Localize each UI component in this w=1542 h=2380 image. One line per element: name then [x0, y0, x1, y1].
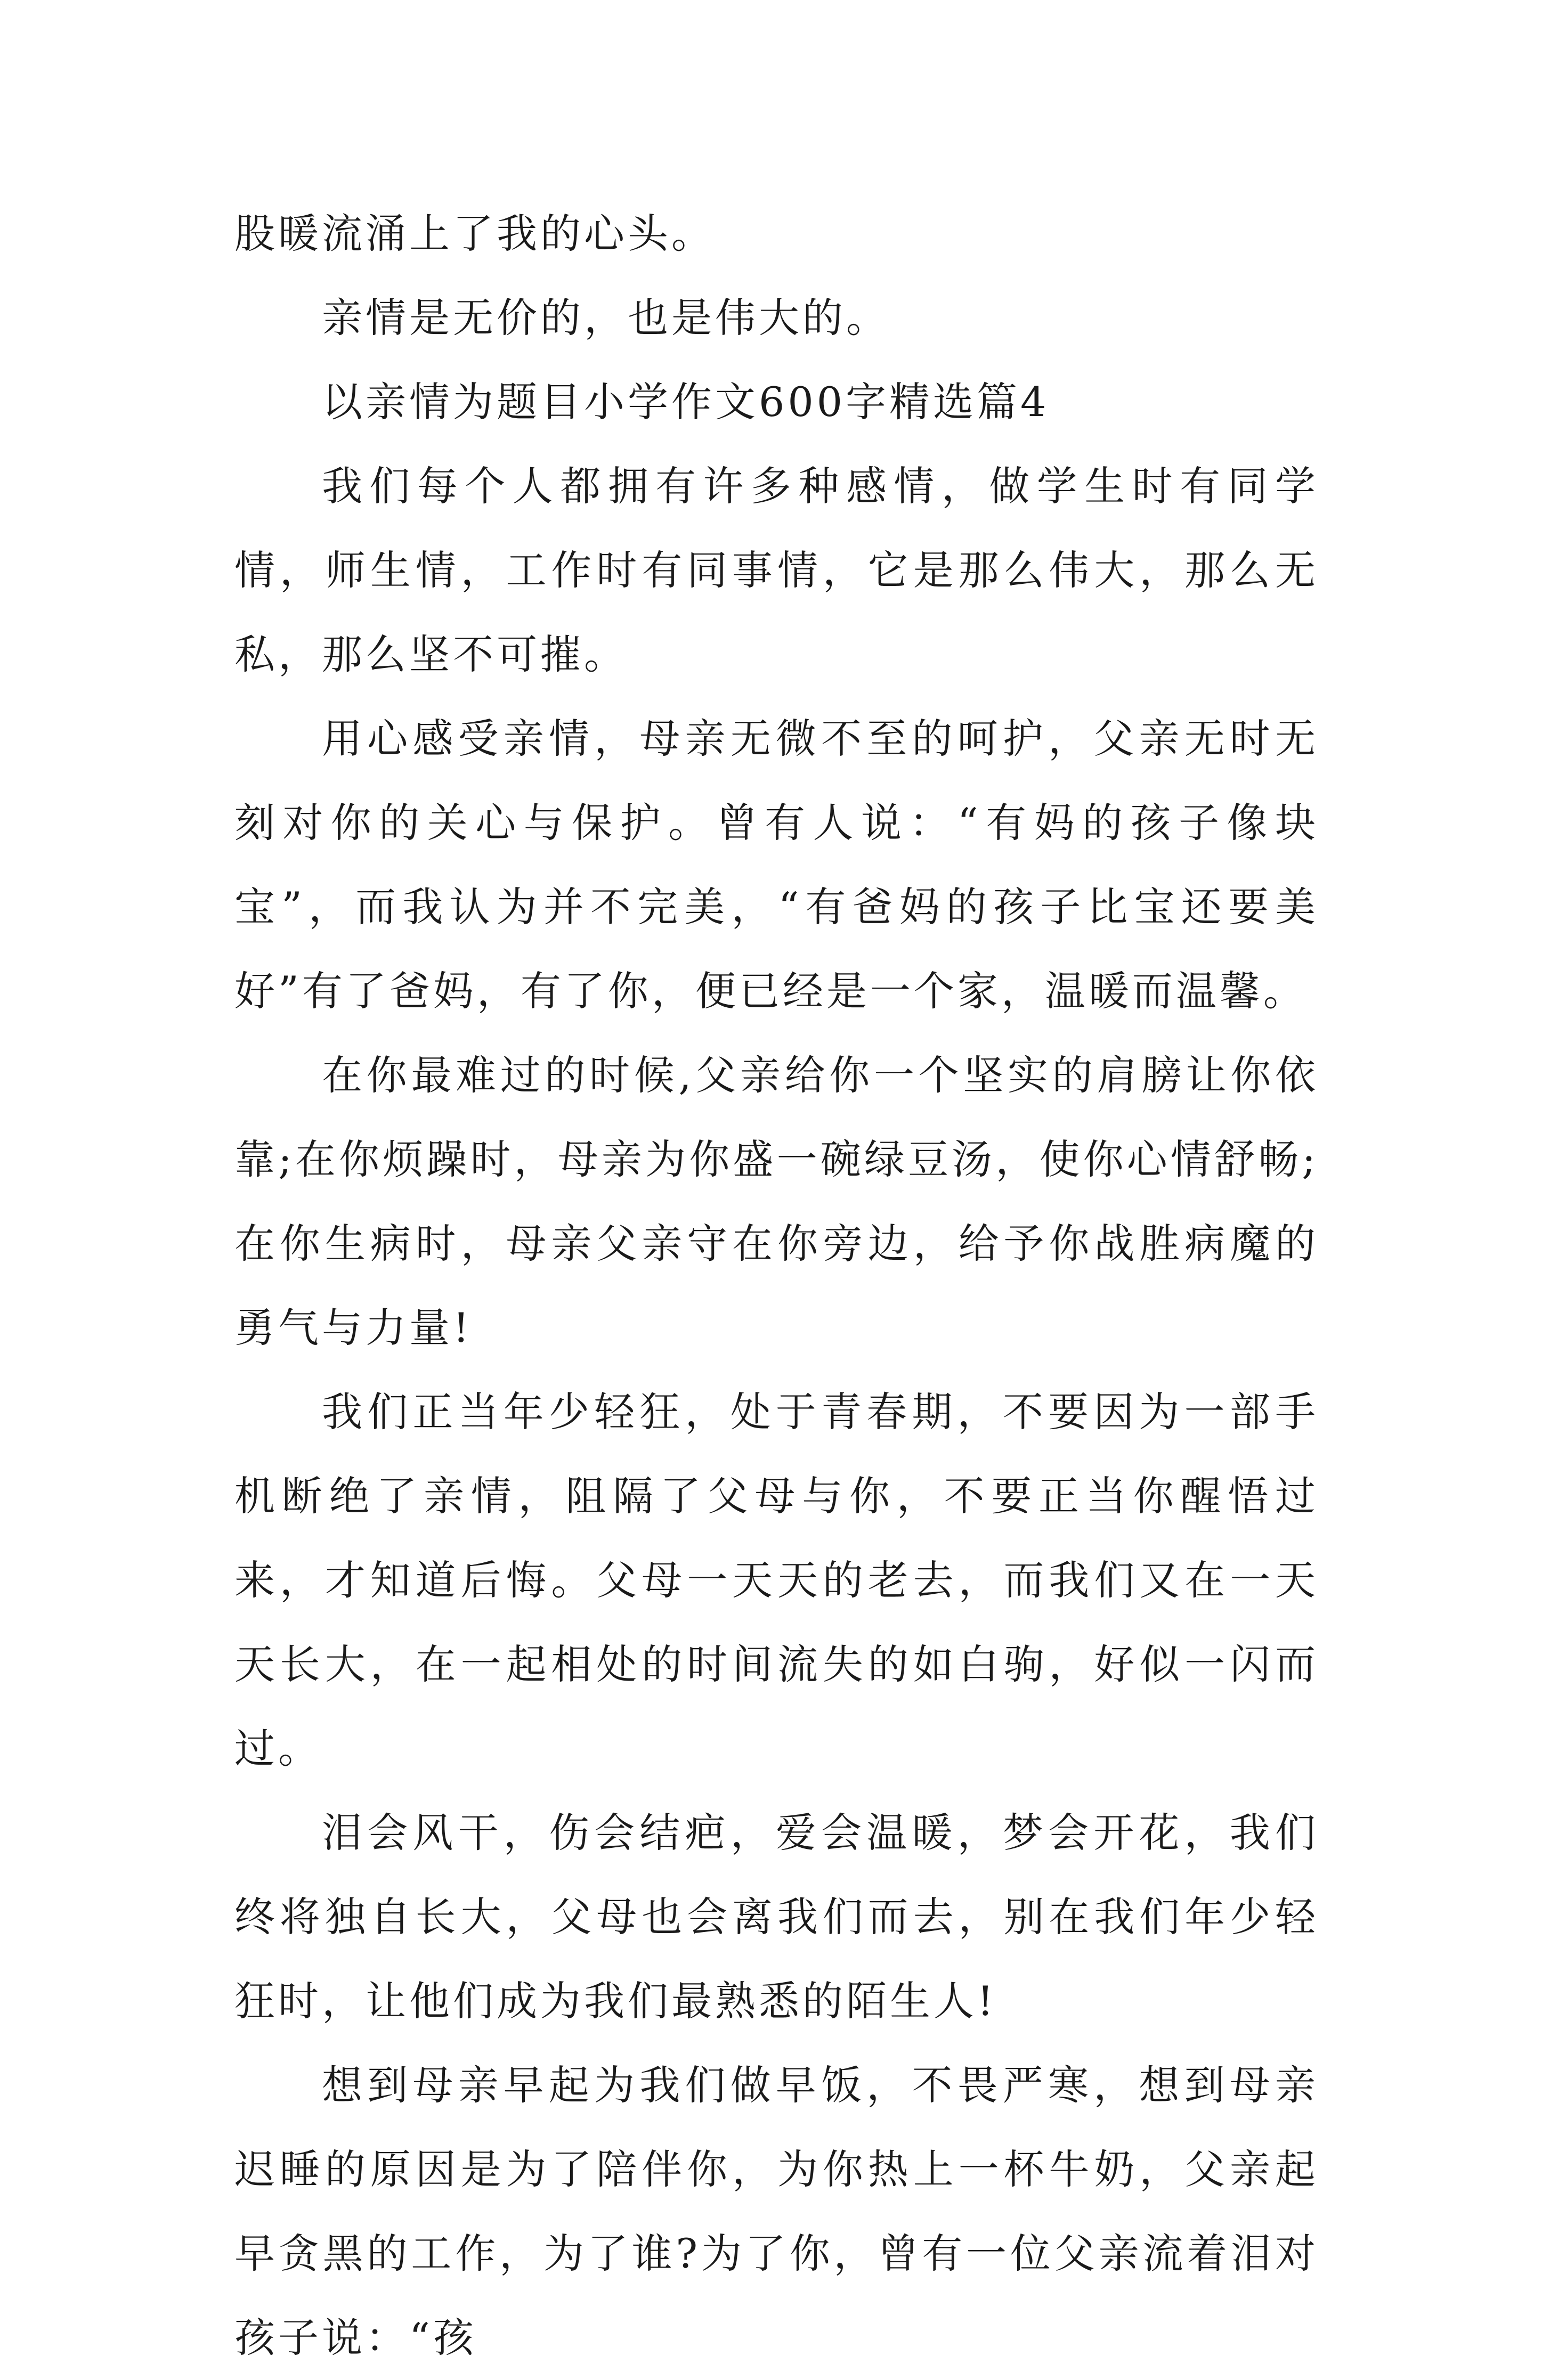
paragraph-9: 想到母亲早起为我们做早饭，不畏严寒，想到母亲迟睡的原因是为了陪伴你，为你热上一杯牛奶，父亲起早贪黑的工作，为了谁?为了你，曾有一位父亲流着泪对孩子说：“孩: [234, 2061, 1319, 2361]
paragraph-5: 用心感受亲情，母亲无微不至的呵护，父亲无时无刻对你的关心与保护。曾有人说：“有妈的孩子像块宝”，而我认为并不完美，“有爸妈的孩子比宝还要美好”有了爸妈，有了你，便已经是一个家，温暖而温馨。: [234, 715, 1319, 1015]
section-heading: 以亲情为题目小学作文600字精选篇4: [322, 378, 1050, 426]
paragraph-1: 股暖流涌上了我的心头。: [234, 210, 715, 257]
paragraph-4: 我们每个人都拥有许多种感情，做学生时有同学情，师生情，工作时有同事情，它是那么伟大，那么无私，那么坚不可摧。: [234, 462, 1319, 678]
paragraph-6: 在你最难过的时候,父亲给你一个坚实的肩膀让你依靠;在你烦躁时，母亲为你盛一碗绿豆汤，使你心情舒畅;在你生病时，母亲父亲守在你旁边，给予你战胜病魔的勇气与力量!: [234, 1052, 1319, 1351]
document-body: [234, 192, 1319, 2380]
paragraph-7: 我们正当年少轻狂，处于青春期，不要因为一部手机断绝了亲情，阻隔了父母与你，不要正当你醒悟过来，才知道后悔。父母一天天的老去，而我们又在一天天长大，在一起相处的时间流失的如白驹，好似一闪而过。: [234, 1388, 1319, 1772]
paragraph-2: 亲情是无价的，也是伟大的。: [322, 294, 890, 341]
paragraph-8: 泪会风干，伤会结疤，爱会温暖，梦会开花，我们终将独自长大，父母也会离我们而去，别在我们年少轻狂时，让他们成为我们最熟悉的陌生人!: [234, 1809, 1319, 2025]
